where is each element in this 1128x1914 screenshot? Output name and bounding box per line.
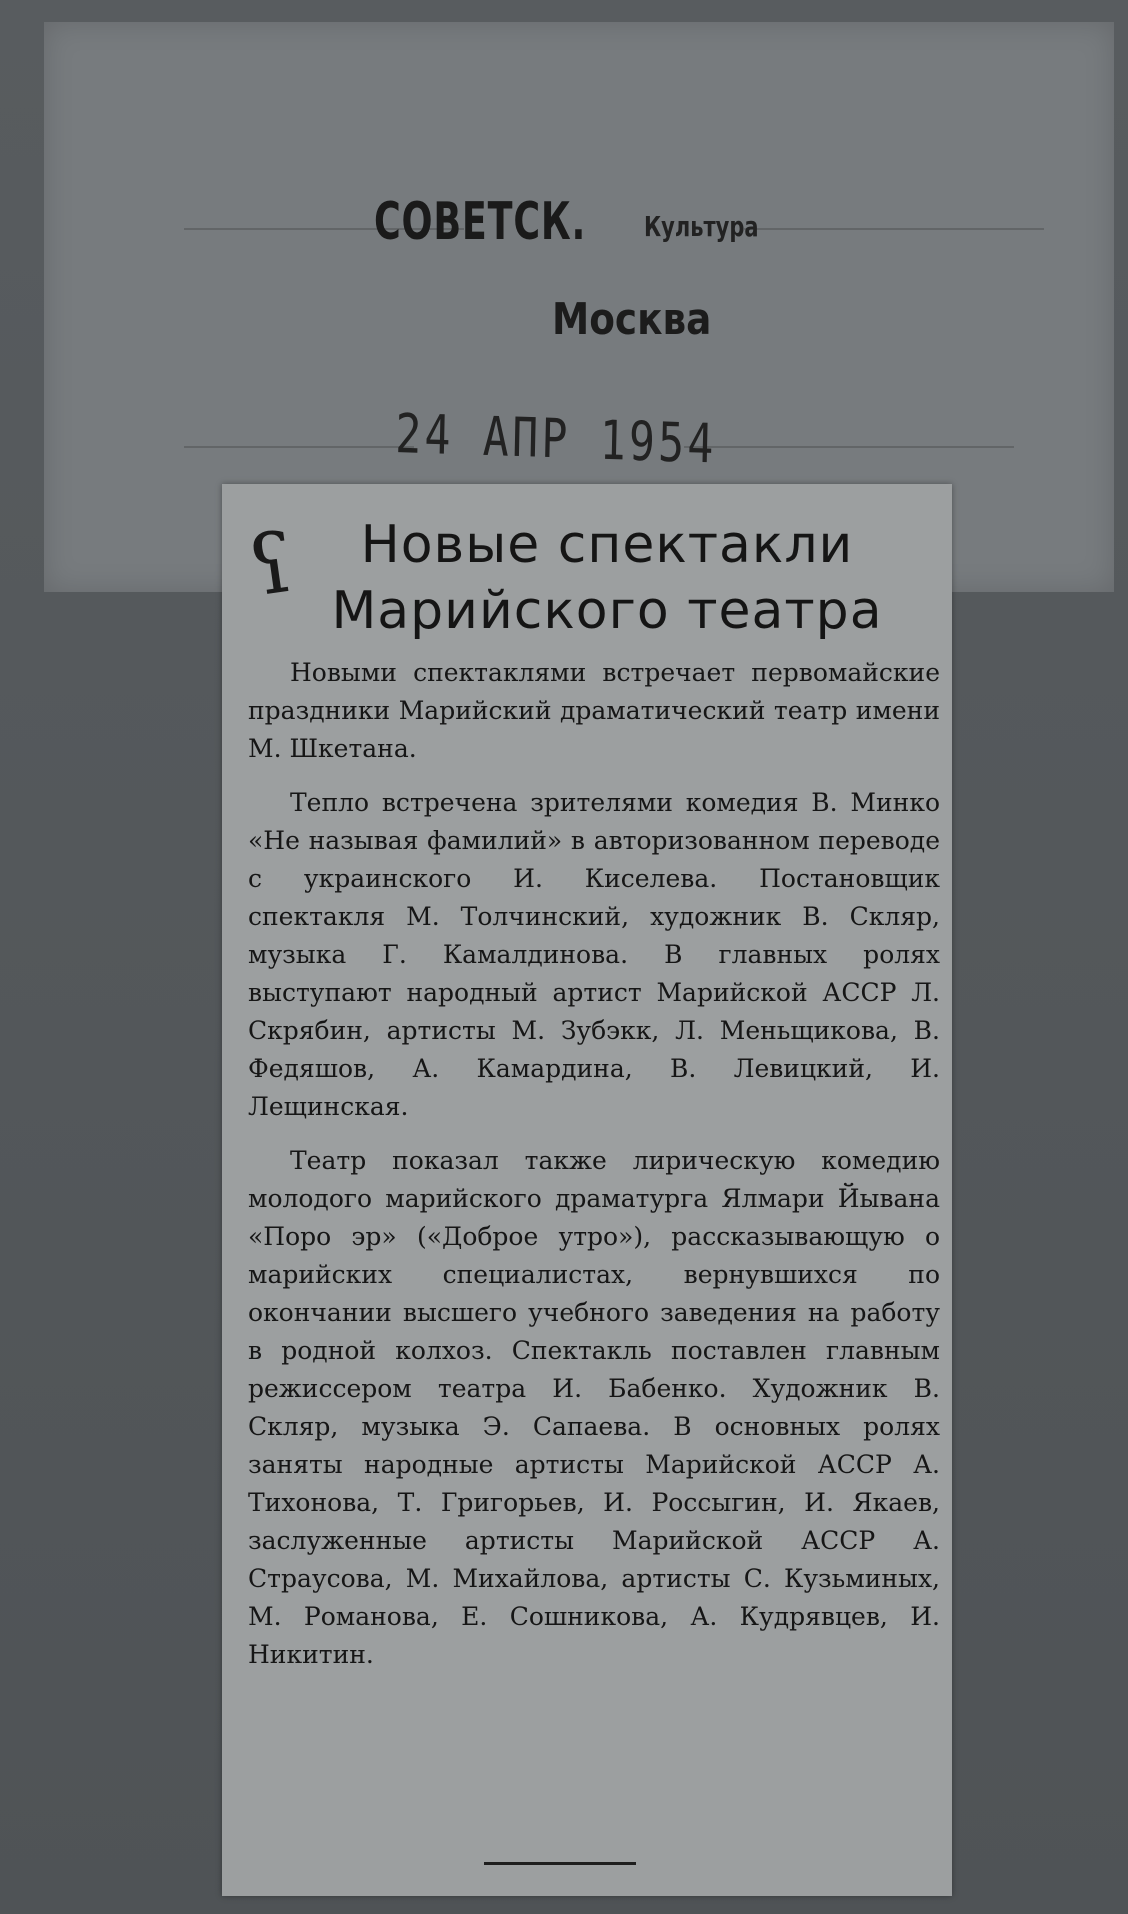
stamp-city: Москва [552, 294, 712, 345]
form-line [184, 446, 414, 448]
article-paragraph: Новыми спектаклями встречает первомайские праздники Марийский драматический театр имени М. Шкетана. [248, 658, 940, 763]
headline-line-2: Марийского театра [331, 581, 883, 641]
form-line [684, 446, 1014, 448]
article-paragraph: Театр показал также лирическую комедию молодого марийского драматурга Ялмари Йывана «Поро эр» («Доброе утро»), рассказывающую о марийских специалистах, вернувшихся по окончании высшего учебного заведения на работу в родной колхоз. Спектакль поставлен главным режиссером театра И. Бабенко. Художник В. Скляр, музыка Э. Сапаева. В основных ролях заняты народные артисты Марийской АССР А. Тихонова, Т. Григорьев, И. Россыгин, И. Якаев, заслуженные артисты Марийской АССР А. Страусова, М. Михайлова, артисты С. Кузьминых, М. Романова, Е. Сошникова, А. Кудрявцев, И. Никитин. [248, 1146, 940, 1669]
newspaper-clipping [222, 484, 952, 1896]
end-rule [484, 1862, 636, 1865]
article-body [248, 654, 940, 1690]
handwritten-mark: ʕ [243, 515, 301, 616]
article-headline [222, 512, 952, 644]
form-line [744, 228, 1044, 230]
stamp-source: СОВЕТСК. [374, 192, 587, 252]
headline-line-1: Новые спектакли [360, 515, 854, 575]
stamp-source-sub: Культура [644, 210, 759, 243]
article-paragraph: Тепло встречена зрителями комедия В. Минко «Не называя фамилий» в авторизованном переводе с украинского И. Киселева. Постановщик спектакля М. Толчинский, художник В. Скляр, музыка Г. Камалдинова. В главных ролях выступают народный артист Марийской АССР Л. Скрябин, артисты М. Зубэкк, Л. Меньщикова, В. Федяшов, А. Камардина, В. Левицкий, И. Лещинская. [248, 788, 940, 1121]
stamp-date: 24 АПР 1954 [394, 402, 718, 476]
